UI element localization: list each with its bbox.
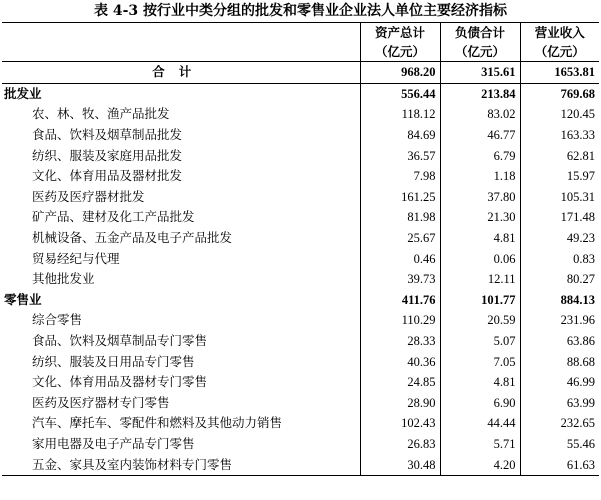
wholesale-group-row xyxy=(2,83,599,104)
row-assets: 7.98 xyxy=(360,166,440,187)
group-revenue: 884.13 xyxy=(520,290,599,311)
row-assets: 24.85 xyxy=(360,372,440,393)
total-label: 合计 xyxy=(2,62,360,84)
row-liabilities: 0.06 xyxy=(440,248,520,269)
row-liabilities: 21.30 xyxy=(440,207,520,228)
row-label: 医药及医疗器材专门零售 xyxy=(32,394,170,410)
header-assets: 资产总计 xyxy=(360,23,440,43)
row-revenue: 0.83 xyxy=(520,248,599,269)
row-assets: 161.25 xyxy=(360,187,440,208)
row-liabilities: 4.20 xyxy=(440,454,520,475)
table-row xyxy=(2,145,599,166)
table-row xyxy=(2,248,599,269)
row-label: 纺织、服装及日用品专门零售 xyxy=(32,353,195,369)
row-liabilities: 6.79 xyxy=(440,145,520,166)
row-revenue: 62.81 xyxy=(520,145,599,166)
row-liabilities: 20.59 xyxy=(440,310,520,331)
table-row xyxy=(2,351,599,372)
group-assets: 411.76 xyxy=(360,290,440,311)
row-liabilities: 5.71 xyxy=(440,434,520,455)
row-assets: 0.46 xyxy=(360,248,440,269)
row-assets: 28.33 xyxy=(360,331,440,352)
row-assets: 25.67 xyxy=(360,228,440,249)
row-liabilities: 46.77 xyxy=(440,125,520,146)
row-assets: 84.69 xyxy=(360,125,440,146)
row-label: 医药及医疗器材批发 xyxy=(32,188,145,204)
row-label: 贸易经纪与代理 xyxy=(32,250,120,266)
row-liabilities: 37.80 xyxy=(440,187,520,208)
header-liabilities: 负债合计 xyxy=(440,23,520,43)
table-row xyxy=(2,331,599,352)
row-liabilities: 12.11 xyxy=(440,269,520,290)
row-revenue: 171.48 xyxy=(520,207,599,228)
table-row xyxy=(2,269,599,290)
header-blank xyxy=(2,23,360,43)
table-row xyxy=(2,104,599,125)
group-liabilities: 101.77 xyxy=(440,290,520,311)
row-assets: 39.73 xyxy=(360,269,440,290)
row-liabilities: 6.90 xyxy=(440,393,520,414)
header-revenue: 营业收入 xyxy=(520,23,599,43)
group-label: 批发业 xyxy=(4,85,42,101)
row-revenue: 88.68 xyxy=(520,351,599,372)
table-row xyxy=(2,207,599,228)
row-label: 综合零售 xyxy=(32,312,83,328)
row-assets: 102.43 xyxy=(360,413,440,434)
row-label: 食品、饮料及烟草制品批发 xyxy=(32,127,183,143)
row-label: 其他批发业 xyxy=(32,271,95,287)
table-title: 表 4-3 按行业中类分组的批发和零售业企业法人单位主要经济指标 xyxy=(93,3,508,19)
table-row xyxy=(2,434,599,455)
row-liabilities: 4.81 xyxy=(440,228,520,249)
row-revenue: 80.27 xyxy=(520,269,599,290)
table-row xyxy=(2,187,599,208)
total-row xyxy=(2,62,599,84)
row-label: 矿产品、建材及化工产品批发 xyxy=(32,209,195,225)
table-row xyxy=(2,166,599,187)
row-label: 农、林、牧、渔产品批发 xyxy=(32,106,170,122)
row-liabilities: 1.18 xyxy=(440,166,520,187)
row-revenue: 61.63 xyxy=(520,454,599,475)
row-assets: 110.29 xyxy=(360,310,440,331)
row-assets: 26.83 xyxy=(360,434,440,455)
table-row xyxy=(2,228,599,249)
table-row xyxy=(2,372,599,393)
row-revenue: 232.65 xyxy=(520,413,599,434)
row-label: 五金、家具及室内装饰材料专门零售 xyxy=(2,454,360,475)
row-revenue: 231.96 xyxy=(520,310,599,331)
table-row xyxy=(2,310,599,331)
row-label: 食品、饮料及烟草制品专门零售 xyxy=(32,333,208,349)
row-revenue: 55.46 xyxy=(520,434,599,455)
group-label: 零售业 xyxy=(4,291,42,307)
header-unit-assets: （亿元） xyxy=(360,42,440,62)
group-revenue: 769.68 xyxy=(520,83,599,104)
group-liabilities: 213.84 xyxy=(440,83,520,104)
row-liabilities: 5.07 xyxy=(440,331,520,352)
group-assets: 556.44 xyxy=(360,83,440,104)
row-revenue: 46.99 xyxy=(520,372,599,393)
row-label: 家用电器及电子产品专门零售 xyxy=(32,435,195,451)
header-blank xyxy=(2,42,360,62)
total-assets: 968.20 xyxy=(360,62,440,84)
row-liabilities: 7.05 xyxy=(440,351,520,372)
row-liabilities: 4.81 xyxy=(440,372,520,393)
row-label: 文化、体育用品及器材专门零售 xyxy=(32,374,208,390)
row-revenue: 49.23 xyxy=(520,228,599,249)
row-assets: 30.48 xyxy=(360,454,440,475)
row-revenue: 163.33 xyxy=(520,125,599,146)
row-assets: 40.36 xyxy=(360,351,440,372)
row-revenue: 15.97 xyxy=(520,166,599,187)
table-body xyxy=(2,62,599,476)
row-assets: 81.98 xyxy=(360,207,440,228)
table-header xyxy=(2,23,599,62)
row-label: 汽车、摩托车、零配件和燃料及其他动力销售 xyxy=(32,415,283,431)
row-liabilities: 83.02 xyxy=(440,104,520,125)
header-unit-liabilities: （亿元） xyxy=(440,42,520,62)
table-row xyxy=(2,125,599,146)
row-label: 文化、体育用品及器材批发 xyxy=(32,168,183,184)
row-revenue: 105.31 xyxy=(520,187,599,208)
table-row xyxy=(2,393,599,414)
total-revenue: 1653.81 xyxy=(520,62,599,84)
retail-group-row xyxy=(2,290,599,311)
row-liabilities: 44.44 xyxy=(440,413,520,434)
row-revenue: 120.45 xyxy=(520,104,599,125)
total-liabilities: 315.61 xyxy=(440,62,520,84)
row-revenue: 63.86 xyxy=(520,331,599,352)
row-assets: 28.90 xyxy=(360,393,440,414)
table-row xyxy=(2,454,599,475)
row-assets: 36.57 xyxy=(360,145,440,166)
row-label: 机械设备、五金产品及电子产品批发 xyxy=(32,230,233,246)
row-label: 纺织、服装及家庭用品批发 xyxy=(32,147,183,163)
header-unit-revenue: （亿元） xyxy=(520,42,599,62)
row-revenue: 63.99 xyxy=(520,393,599,414)
row-assets: 118.12 xyxy=(360,104,440,125)
table-row xyxy=(2,413,599,434)
economic-indicators-table xyxy=(2,22,599,476)
